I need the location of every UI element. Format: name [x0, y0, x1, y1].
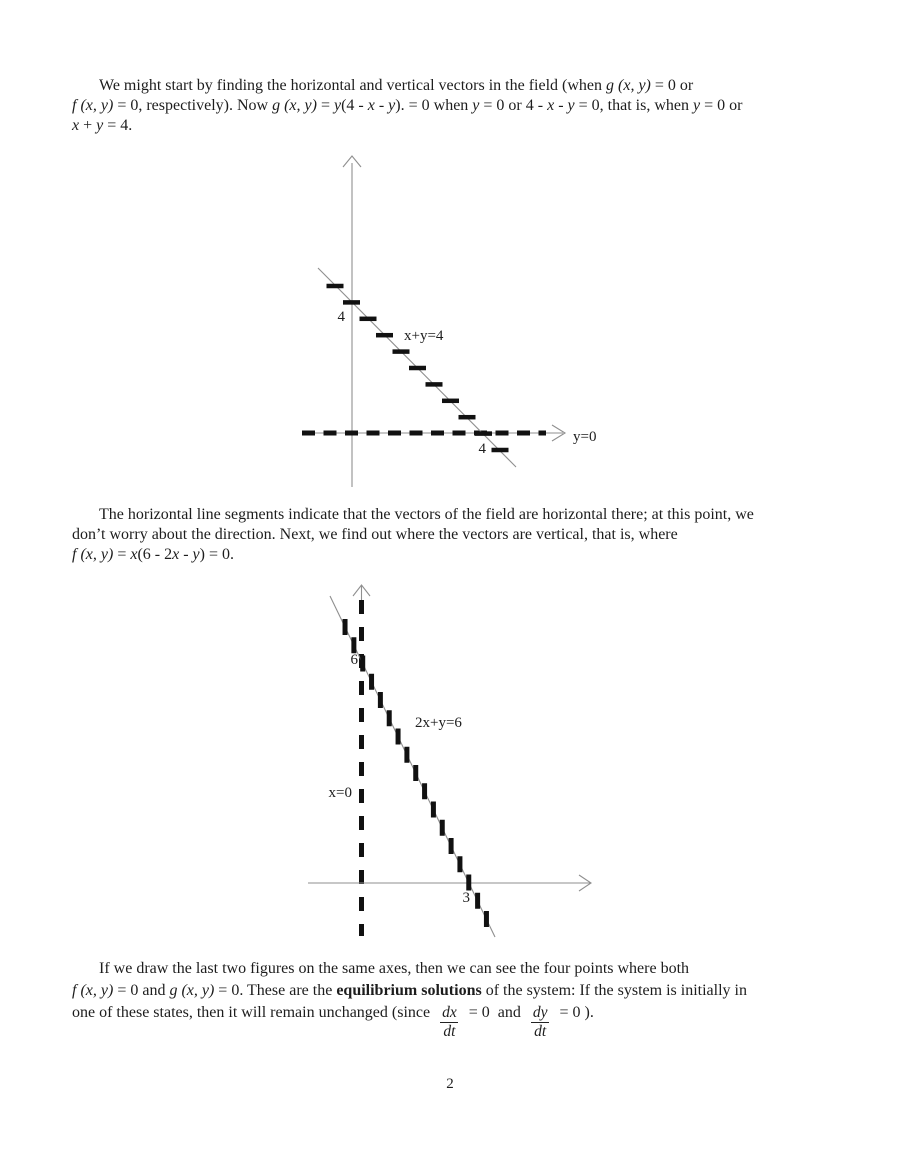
fig2-line-equation-label: 2x+y=6	[415, 715, 462, 731]
field-dash	[369, 674, 374, 690]
text-line: f (x, y) = x(6 - 2x - y) = 0.	[72, 546, 235, 563]
field-dash	[475, 893, 480, 909]
fig1-y-intercept-label: 4	[337, 309, 345, 325]
text-line: f (x, y) = 0 and g (x, y) = 0. These are the equilibrium solutions of the system: If the system is initially in	[72, 982, 747, 999]
figure-1	[302, 156, 596, 487]
text-line: We might start by finding the horizontal and vertical vectors in the field (when g (x, y) = 0 or	[99, 77, 694, 94]
text-line: The horizontal line segments indicate that the vectors of the field are horizontal there; at this point, we	[99, 506, 754, 523]
paragraph-equilibrium	[72, 958, 747, 1048]
field-dash	[393, 349, 410, 354]
field-dash	[376, 333, 393, 338]
fraction: $\frac{dy}{dt}$	[532, 1004, 548, 1041]
field-dash	[343, 300, 360, 305]
field-dash	[351, 637, 356, 653]
field-dash	[360, 317, 377, 322]
fig2-y-intercept-label: 6	[350, 652, 358, 668]
field-dash	[442, 399, 459, 404]
field-dash	[449, 838, 454, 854]
fraction: $\frac{dx}{dt}$	[442, 1004, 457, 1041]
field-dash	[475, 431, 492, 436]
field-dash	[422, 783, 427, 799]
fig2-x-intercept-label: 3	[462, 890, 470, 906]
fig1-axis-equation-label: y=0	[573, 429, 597, 445]
field-dash	[426, 382, 443, 387]
page-number: 2	[446, 1076, 454, 1092]
field-dash	[457, 856, 462, 872]
field-dash	[466, 875, 471, 891]
text-line: one of these states, then it will remain unchanged (since $\frac{dx}{dt}$ = 0 and $\frac{dy}{dt}$ = 0 ).	[72, 1004, 594, 1041]
figure-2	[308, 585, 591, 937]
field-dash	[492, 448, 509, 453]
field-dash	[431, 802, 436, 818]
field-dash	[459, 415, 476, 420]
fig1-x-intercept-label: 4	[478, 441, 486, 457]
field-dash	[360, 656, 365, 672]
text-line: don’t worry about the direction. Next, we find out where the vectors are vertical, that is, where	[72, 526, 678, 543]
field-dash	[396, 729, 401, 745]
field-dash	[387, 710, 392, 726]
field-dash	[327, 284, 344, 289]
fig1-horizontal-field-dashes	[327, 284, 509, 453]
field-dash	[440, 820, 445, 836]
text-line: x + y = 4.	[72, 117, 133, 134]
field-dash	[409, 366, 426, 371]
fig2-vertical-field-dashes	[343, 619, 489, 927]
paragraph-horizontal-segments	[72, 505, 754, 565]
field-dash	[404, 747, 409, 763]
text-line: f (x, y) = 0, respectively). Now g (x, y) = y(4 - x - y). = 0 when y = 0 or 4 - x - y = 0, that is, when y = 0 or	[72, 97, 743, 114]
field-dash	[343, 619, 348, 635]
field-dash	[484, 911, 489, 927]
fig2-axis-equation-label: x=0	[328, 785, 352, 801]
text-line: If we draw the last two figures on the same axes, then we can see the four points where both	[99, 960, 690, 977]
field-dash	[378, 692, 383, 708]
field-dash	[413, 765, 418, 781]
fig1-line-equation-label: x+y=4	[404, 328, 444, 344]
